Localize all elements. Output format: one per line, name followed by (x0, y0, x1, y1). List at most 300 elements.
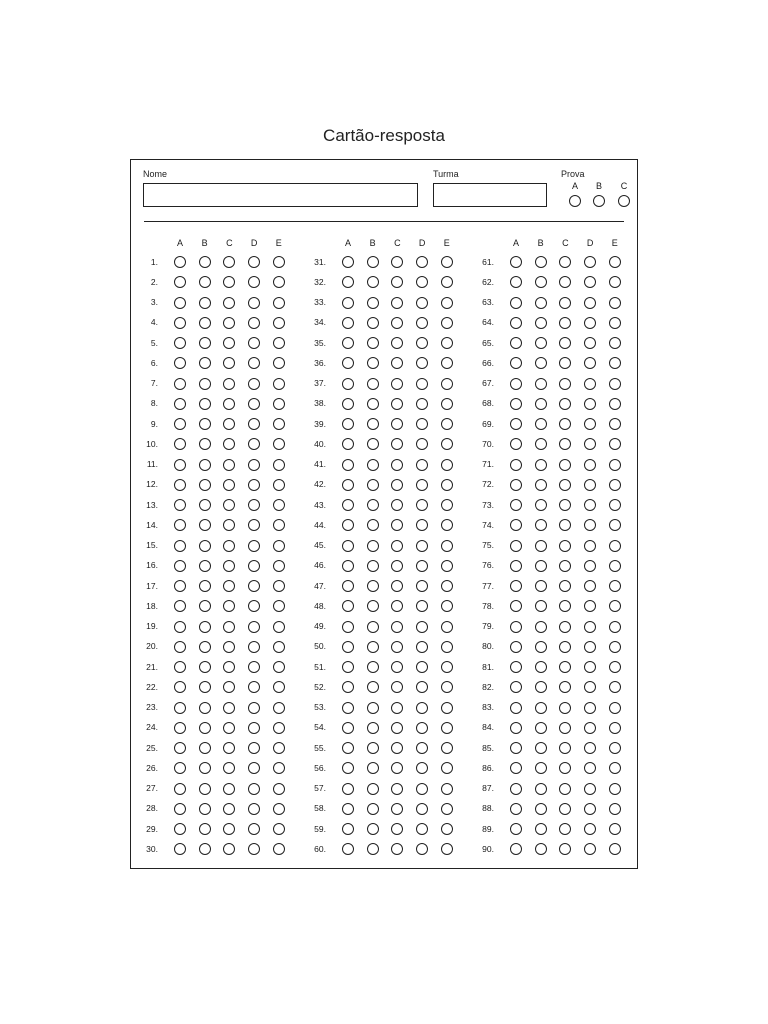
answer-bubble-c[interactable] (559, 702, 571, 714)
answer-bubble-a[interactable] (342, 256, 354, 268)
answer-bubble-d[interactable] (584, 762, 596, 774)
answer-bubble-d[interactable] (248, 641, 260, 653)
answer-bubble-b[interactable] (367, 418, 379, 430)
answer-bubble-e[interactable] (273, 823, 285, 835)
answer-bubble-b[interactable] (367, 803, 379, 815)
answer-bubble-e[interactable] (441, 276, 453, 288)
answer-bubble-a[interactable] (342, 621, 354, 633)
answer-bubble-e[interactable] (441, 823, 453, 835)
answer-bubble-e[interactable] (273, 297, 285, 309)
answer-bubble-b[interactable] (199, 843, 211, 855)
answer-bubble-c[interactable] (223, 317, 235, 329)
answer-bubble-c[interactable] (223, 479, 235, 491)
answer-bubble-b[interactable] (535, 256, 547, 268)
answer-bubble-a[interactable] (342, 823, 354, 835)
answer-bubble-e[interactable] (609, 459, 621, 471)
answer-bubble-d[interactable] (416, 843, 428, 855)
answer-bubble-b[interactable] (535, 783, 547, 795)
answer-bubble-b[interactable] (199, 661, 211, 673)
answer-bubble-b[interactable] (367, 438, 379, 450)
answer-bubble-c[interactable] (559, 459, 571, 471)
answer-bubble-e[interactable] (441, 256, 453, 268)
answer-bubble-b[interactable] (535, 722, 547, 734)
answer-bubble-d[interactable] (416, 357, 428, 369)
answer-bubble-b[interactable] (199, 540, 211, 552)
answer-bubble-a[interactable] (510, 843, 522, 855)
answer-bubble-a[interactable] (342, 540, 354, 552)
answer-bubble-c[interactable] (559, 722, 571, 734)
answer-bubble-d[interactable] (416, 641, 428, 653)
answer-bubble-b[interactable] (535, 337, 547, 349)
answer-bubble-d[interactable] (584, 499, 596, 511)
answer-bubble-d[interactable] (416, 803, 428, 815)
answer-bubble-e[interactable] (441, 580, 453, 592)
answer-bubble-b[interactable] (535, 803, 547, 815)
answer-bubble-d[interactable] (416, 297, 428, 309)
answer-bubble-e[interactable] (609, 317, 621, 329)
answer-bubble-b[interactable] (367, 600, 379, 612)
answer-bubble-b[interactable] (199, 580, 211, 592)
answer-bubble-e[interactable] (609, 540, 621, 552)
answer-bubble-d[interactable] (584, 722, 596, 734)
answer-bubble-b[interactable] (367, 459, 379, 471)
answer-bubble-a[interactable] (174, 681, 186, 693)
answer-bubble-c[interactable] (223, 540, 235, 552)
answer-bubble-d[interactable] (584, 823, 596, 835)
answer-bubble-d[interactable] (248, 317, 260, 329)
answer-bubble-d[interactable] (416, 398, 428, 410)
answer-bubble-d[interactable] (416, 540, 428, 552)
answer-bubble-a[interactable] (174, 560, 186, 572)
answer-bubble-d[interactable] (584, 256, 596, 268)
answer-bubble-b[interactable] (199, 702, 211, 714)
answer-bubble-c[interactable] (223, 742, 235, 754)
answer-bubble-c[interactable] (559, 560, 571, 572)
answer-bubble-c[interactable] (391, 337, 403, 349)
answer-bubble-e[interactable] (441, 398, 453, 410)
answer-bubble-d[interactable] (248, 823, 260, 835)
answer-bubble-d[interactable] (416, 276, 428, 288)
answer-bubble-a[interactable] (342, 600, 354, 612)
answer-bubble-a[interactable] (174, 276, 186, 288)
answer-bubble-a[interactable] (174, 479, 186, 491)
answer-bubble-c[interactable] (559, 621, 571, 633)
answer-bubble-d[interactable] (248, 276, 260, 288)
answer-bubble-b[interactable] (199, 297, 211, 309)
answer-bubble-a[interactable] (342, 317, 354, 329)
answer-bubble-e[interactable] (609, 519, 621, 531)
answer-bubble-a[interactable] (174, 641, 186, 653)
answer-bubble-d[interactable] (248, 722, 260, 734)
answer-bubble-b[interactable] (367, 378, 379, 390)
answer-bubble-b[interactable] (367, 702, 379, 714)
answer-bubble-d[interactable] (584, 540, 596, 552)
answer-bubble-a[interactable] (510, 621, 522, 633)
answer-bubble-e[interactable] (441, 803, 453, 815)
answer-bubble-c[interactable] (559, 540, 571, 552)
answer-bubble-e[interactable] (273, 600, 285, 612)
answer-bubble-a[interactable] (174, 702, 186, 714)
answer-bubble-e[interactable] (273, 479, 285, 491)
answer-bubble-d[interactable] (416, 702, 428, 714)
answer-bubble-e[interactable] (441, 438, 453, 450)
answer-bubble-d[interactable] (584, 438, 596, 450)
nome-input[interactable] (143, 183, 418, 207)
answer-bubble-d[interactable] (584, 783, 596, 795)
answer-bubble-a[interactable] (342, 357, 354, 369)
answer-bubble-c[interactable] (223, 256, 235, 268)
answer-bubble-c[interactable] (559, 661, 571, 673)
answer-bubble-e[interactable] (609, 600, 621, 612)
answer-bubble-b[interactable] (367, 317, 379, 329)
answer-bubble-d[interactable] (584, 297, 596, 309)
answer-bubble-d[interactable] (584, 702, 596, 714)
answer-bubble-b[interactable] (535, 479, 547, 491)
answer-bubble-c[interactable] (391, 843, 403, 855)
answer-bubble-c[interactable] (559, 398, 571, 410)
answer-bubble-e[interactable] (609, 418, 621, 430)
answer-bubble-d[interactable] (584, 681, 596, 693)
answer-bubble-d[interactable] (416, 783, 428, 795)
answer-bubble-b[interactable] (367, 256, 379, 268)
answer-bubble-b[interactable] (535, 459, 547, 471)
answer-bubble-a[interactable] (174, 378, 186, 390)
answer-bubble-a[interactable] (342, 297, 354, 309)
answer-bubble-a[interactable] (342, 661, 354, 673)
answer-bubble-a[interactable] (174, 621, 186, 633)
answer-bubble-a[interactable] (510, 398, 522, 410)
answer-bubble-e[interactable] (441, 479, 453, 491)
answer-bubble-b[interactable] (199, 438, 211, 450)
answer-bubble-c[interactable] (391, 580, 403, 592)
answer-bubble-e[interactable] (273, 783, 285, 795)
answer-bubble-a[interactable] (510, 580, 522, 592)
answer-bubble-e[interactable] (609, 762, 621, 774)
answer-bubble-b[interactable] (535, 378, 547, 390)
answer-bubble-a[interactable] (510, 702, 522, 714)
answer-bubble-b[interactable] (199, 560, 211, 572)
answer-bubble-d[interactable] (416, 600, 428, 612)
answer-bubble-e[interactable] (441, 540, 453, 552)
answer-bubble-c[interactable] (391, 479, 403, 491)
answer-bubble-a[interactable] (510, 762, 522, 774)
answer-bubble-a[interactable] (510, 722, 522, 734)
answer-bubble-c[interactable] (391, 600, 403, 612)
answer-bubble-b[interactable] (199, 479, 211, 491)
answer-bubble-a[interactable] (342, 276, 354, 288)
answer-bubble-d[interactable] (248, 337, 260, 349)
answer-bubble-b[interactable] (199, 337, 211, 349)
answer-bubble-e[interactable] (609, 621, 621, 633)
answer-bubble-b[interactable] (367, 276, 379, 288)
answer-bubble-e[interactable] (441, 337, 453, 349)
answer-bubble-b[interactable] (535, 317, 547, 329)
answer-bubble-b[interactable] (367, 823, 379, 835)
answer-bubble-b[interactable] (367, 398, 379, 410)
answer-bubble-d[interactable] (584, 337, 596, 349)
answer-bubble-c[interactable] (391, 398, 403, 410)
answer-bubble-a[interactable] (342, 438, 354, 450)
answer-bubble-a[interactable] (342, 742, 354, 754)
answer-bubble-e[interactable] (273, 256, 285, 268)
answer-bubble-c[interactable] (391, 641, 403, 653)
answer-bubble-c[interactable] (391, 499, 403, 511)
answer-bubble-a[interactable] (174, 499, 186, 511)
answer-bubble-e[interactable] (441, 641, 453, 653)
answer-bubble-d[interactable] (416, 256, 428, 268)
answer-bubble-b[interactable] (535, 843, 547, 855)
answer-bubble-e[interactable] (441, 459, 453, 471)
answer-bubble-b[interactable] (367, 621, 379, 633)
answer-bubble-e[interactable] (441, 499, 453, 511)
answer-bubble-e[interactable] (273, 702, 285, 714)
answer-bubble-d[interactable] (584, 621, 596, 633)
answer-bubble-e[interactable] (273, 317, 285, 329)
answer-bubble-b[interactable] (367, 297, 379, 309)
answer-bubble-e[interactable] (609, 803, 621, 815)
answer-bubble-b[interactable] (535, 580, 547, 592)
answer-bubble-c[interactable] (391, 661, 403, 673)
answer-bubble-a[interactable] (510, 600, 522, 612)
answer-bubble-b[interactable] (199, 499, 211, 511)
answer-bubble-e[interactable] (273, 762, 285, 774)
answer-bubble-c[interactable] (223, 681, 235, 693)
answer-bubble-d[interactable] (248, 600, 260, 612)
answer-bubble-a[interactable] (174, 317, 186, 329)
answer-bubble-d[interactable] (416, 580, 428, 592)
answer-bubble-d[interactable] (248, 702, 260, 714)
answer-bubble-b[interactable] (535, 762, 547, 774)
answer-bubble-d[interactable] (584, 519, 596, 531)
answer-bubble-d[interactable] (248, 783, 260, 795)
answer-bubble-d[interactable] (584, 641, 596, 653)
answer-bubble-d[interactable] (416, 378, 428, 390)
answer-bubble-a[interactable] (342, 580, 354, 592)
answer-bubble-e[interactable] (273, 621, 285, 633)
answer-bubble-e[interactable] (609, 722, 621, 734)
answer-bubble-c[interactable] (223, 560, 235, 572)
answer-bubble-c[interactable] (391, 459, 403, 471)
answer-bubble-d[interactable] (584, 459, 596, 471)
answer-bubble-a[interactable] (174, 762, 186, 774)
answer-bubble-c[interactable] (223, 580, 235, 592)
answer-bubble-c[interactable] (559, 681, 571, 693)
answer-bubble-a[interactable] (510, 337, 522, 349)
answer-bubble-d[interactable] (248, 256, 260, 268)
answer-bubble-b[interactable] (367, 337, 379, 349)
answer-bubble-c[interactable] (223, 297, 235, 309)
answer-bubble-b[interactable] (199, 256, 211, 268)
answer-bubble-d[interactable] (416, 459, 428, 471)
answer-bubble-b[interactable] (535, 398, 547, 410)
answer-bubble-e[interactable] (273, 560, 285, 572)
answer-bubble-c[interactable] (559, 600, 571, 612)
answer-bubble-c[interactable] (391, 256, 403, 268)
answer-bubble-b[interactable] (199, 762, 211, 774)
prova-bubble-c[interactable] (618, 195, 630, 207)
answer-bubble-d[interactable] (248, 661, 260, 673)
answer-bubble-c[interactable] (391, 823, 403, 835)
answer-bubble-b[interactable] (367, 560, 379, 572)
answer-bubble-c[interactable] (559, 317, 571, 329)
answer-bubble-e[interactable] (273, 357, 285, 369)
answer-bubble-c[interactable] (391, 418, 403, 430)
answer-bubble-b[interactable] (367, 357, 379, 369)
answer-bubble-b[interactable] (367, 783, 379, 795)
answer-bubble-e[interactable] (609, 499, 621, 511)
answer-bubble-c[interactable] (223, 843, 235, 855)
answer-bubble-c[interactable] (559, 297, 571, 309)
answer-bubble-b[interactable] (535, 357, 547, 369)
answer-bubble-e[interactable] (441, 357, 453, 369)
answer-bubble-a[interactable] (342, 783, 354, 795)
answer-bubble-e[interactable] (273, 519, 285, 531)
answer-bubble-e[interactable] (441, 519, 453, 531)
answer-bubble-a[interactable] (510, 357, 522, 369)
answer-bubble-d[interactable] (584, 600, 596, 612)
answer-bubble-a[interactable] (174, 722, 186, 734)
answer-bubble-b[interactable] (535, 661, 547, 673)
answer-bubble-d[interactable] (584, 580, 596, 592)
answer-bubble-c[interactable] (223, 357, 235, 369)
answer-bubble-b[interactable] (535, 681, 547, 693)
answer-bubble-b[interactable] (367, 681, 379, 693)
answer-bubble-a[interactable] (510, 803, 522, 815)
answer-bubble-a[interactable] (342, 702, 354, 714)
answer-bubble-c[interactable] (223, 722, 235, 734)
answer-bubble-d[interactable] (584, 378, 596, 390)
answer-bubble-b[interactable] (199, 398, 211, 410)
answer-bubble-c[interactable] (223, 621, 235, 633)
answer-bubble-b[interactable] (535, 276, 547, 288)
answer-bubble-a[interactable] (174, 580, 186, 592)
answer-bubble-a[interactable] (342, 803, 354, 815)
answer-bubble-a[interactable] (342, 337, 354, 349)
answer-bubble-d[interactable] (248, 519, 260, 531)
answer-bubble-a[interactable] (510, 317, 522, 329)
answer-bubble-b[interactable] (199, 621, 211, 633)
answer-bubble-e[interactable] (441, 600, 453, 612)
answer-bubble-d[interactable] (416, 681, 428, 693)
answer-bubble-d[interactable] (416, 722, 428, 734)
answer-bubble-b[interactable] (367, 843, 379, 855)
answer-bubble-e[interactable] (609, 681, 621, 693)
answer-bubble-d[interactable] (584, 317, 596, 329)
answer-bubble-e[interactable] (273, 681, 285, 693)
answer-bubble-a[interactable] (174, 398, 186, 410)
answer-bubble-d[interactable] (248, 580, 260, 592)
answer-bubble-e[interactable] (441, 317, 453, 329)
answer-bubble-a[interactable] (510, 438, 522, 450)
answer-bubble-e[interactable] (609, 479, 621, 491)
answer-bubble-d[interactable] (584, 479, 596, 491)
answer-bubble-e[interactable] (273, 378, 285, 390)
answer-bubble-d[interactable] (416, 762, 428, 774)
answer-bubble-a[interactable] (342, 681, 354, 693)
answer-bubble-e[interactable] (273, 438, 285, 450)
answer-bubble-a[interactable] (510, 783, 522, 795)
answer-bubble-a[interactable] (510, 681, 522, 693)
answer-bubble-d[interactable] (584, 843, 596, 855)
answer-bubble-b[interactable] (535, 418, 547, 430)
answer-bubble-a[interactable] (174, 661, 186, 673)
answer-bubble-a[interactable] (174, 540, 186, 552)
answer-bubble-a[interactable] (510, 378, 522, 390)
prova-bubble-a[interactable] (569, 195, 581, 207)
answer-bubble-a[interactable] (174, 600, 186, 612)
answer-bubble-c[interactable] (223, 783, 235, 795)
answer-bubble-c[interactable] (391, 317, 403, 329)
answer-bubble-c[interactable] (559, 641, 571, 653)
answer-bubble-e[interactable] (609, 398, 621, 410)
answer-bubble-d[interactable] (248, 418, 260, 430)
answer-bubble-a[interactable] (174, 459, 186, 471)
answer-bubble-e[interactable] (609, 357, 621, 369)
answer-bubble-e[interactable] (441, 621, 453, 633)
answer-bubble-a[interactable] (510, 256, 522, 268)
answer-bubble-e[interactable] (273, 499, 285, 511)
answer-bubble-c[interactable] (391, 702, 403, 714)
answer-bubble-e[interactable] (609, 843, 621, 855)
answer-bubble-b[interactable] (367, 499, 379, 511)
answer-bubble-c[interactable] (559, 337, 571, 349)
answer-bubble-a[interactable] (342, 641, 354, 653)
answer-bubble-c[interactable] (391, 357, 403, 369)
answer-bubble-a[interactable] (174, 803, 186, 815)
answer-bubble-d[interactable] (248, 438, 260, 450)
answer-bubble-a[interactable] (174, 337, 186, 349)
answer-bubble-c[interactable] (559, 357, 571, 369)
answer-bubble-b[interactable] (535, 823, 547, 835)
answer-bubble-a[interactable] (342, 479, 354, 491)
answer-bubble-e[interactable] (609, 702, 621, 714)
answer-bubble-c[interactable] (223, 823, 235, 835)
answer-bubble-a[interactable] (510, 641, 522, 653)
answer-bubble-c[interactable] (559, 580, 571, 592)
answer-bubble-c[interactable] (391, 742, 403, 754)
answer-bubble-e[interactable] (609, 580, 621, 592)
answer-bubble-a[interactable] (342, 519, 354, 531)
answer-bubble-d[interactable] (584, 803, 596, 815)
answer-bubble-c[interactable] (559, 276, 571, 288)
answer-bubble-b[interactable] (535, 621, 547, 633)
answer-bubble-d[interactable] (248, 479, 260, 491)
answer-bubble-d[interactable] (584, 418, 596, 430)
answer-bubble-e[interactable] (273, 459, 285, 471)
answer-bubble-c[interactable] (223, 499, 235, 511)
answer-bubble-d[interactable] (248, 297, 260, 309)
answer-bubble-c[interactable] (559, 438, 571, 450)
answer-bubble-b[interactable] (535, 641, 547, 653)
answer-bubble-d[interactable] (248, 499, 260, 511)
answer-bubble-a[interactable] (174, 823, 186, 835)
answer-bubble-e[interactable] (441, 722, 453, 734)
answer-bubble-d[interactable] (416, 479, 428, 491)
answer-bubble-c[interactable] (559, 479, 571, 491)
answer-bubble-a[interactable] (174, 783, 186, 795)
answer-bubble-c[interactable] (223, 276, 235, 288)
answer-bubble-a[interactable] (510, 742, 522, 754)
answer-bubble-a[interactable] (174, 418, 186, 430)
answer-bubble-e[interactable] (441, 843, 453, 855)
answer-bubble-e[interactable] (273, 641, 285, 653)
answer-bubble-e[interactable] (273, 742, 285, 754)
answer-bubble-a[interactable] (510, 661, 522, 673)
answer-bubble-e[interactable] (609, 641, 621, 653)
answer-bubble-d[interactable] (416, 560, 428, 572)
answer-bubble-a[interactable] (510, 297, 522, 309)
answer-bubble-c[interactable] (559, 783, 571, 795)
